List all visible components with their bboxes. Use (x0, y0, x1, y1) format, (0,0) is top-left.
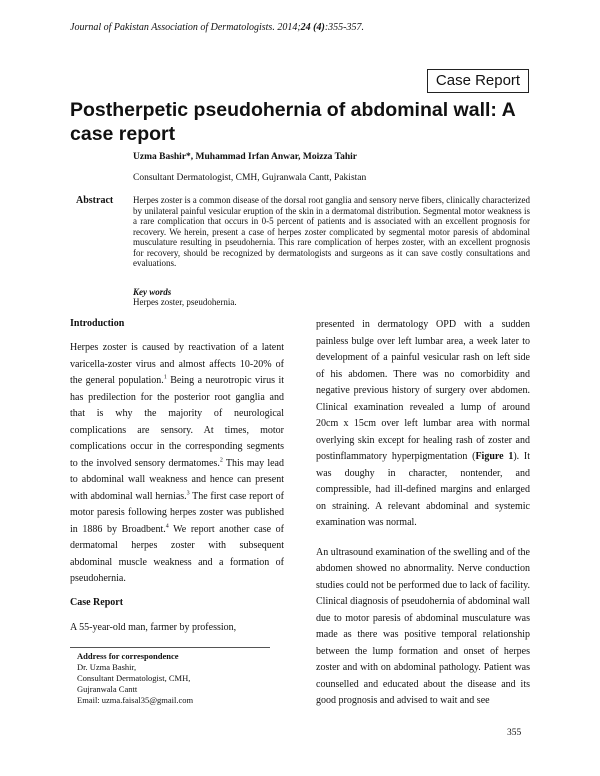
journal-year: 2014; (277, 22, 301, 33)
address-line: Dr. Uzma Bashir, (77, 662, 137, 672)
footnote-divider (70, 647, 270, 648)
intro-text-4: The first case report of motor paresis following herpes zoster was published in 1886 by Broadbent. (70, 490, 284, 535)
reference-4: 4 (165, 523, 169, 530)
case-text-1a: presented in dermatology OPD with a sudden painless bulge over left lumbar area, a week later to development of a painful vesicular rash on left side of his abdomen. There was no comorbidity and negative previous history of surgery over abdomen. Clinical examination revealed a lump of around 20cm x 15cm over left lumbar area with normal overlying skin except for healing rash of zoster and postinflammatory hyperpigmentation ( (316, 319, 530, 462)
intro-text-1: Herpes zoster is caused by reactivation of a latent varicella-zoster virus and almost affects 10-20% of the general population. (70, 342, 284, 386)
introduction-body (70, 340, 284, 588)
authors: Uzma Bashir*, Muhammad Irfan Anwar, Moizza Tahir (133, 152, 357, 162)
abstract-label: Abstract (76, 195, 114, 206)
address-line: Consultant Dermatologist, CMH, (77, 673, 191, 683)
figure-reference: Figure 1 (475, 451, 514, 462)
address-email: Email: uzma.faisal35@gmail.com (77, 695, 194, 705)
intro-text-2: Being a neurotropic virus it has predilection for the posterior root ganglia and that is why the majority of neurological complications are sensory. At times, motor complications occur in the corresponding segments to the involved sensory dermatomes. (70, 375, 284, 469)
address-heading: Address for correspondence (77, 651, 179, 661)
case-text-1b: ). It was doughy in character, nontender, and compressible, had ill-defined margins and enlarged on straining. A relevant abdominal and systemic examination was normal. (316, 451, 530, 528)
reference-1: 1 (163, 374, 167, 381)
reference-3: 3 (186, 490, 190, 497)
right-column (316, 317, 530, 710)
journal-name: Journal of Pakistan Association of Dermatologists (70, 22, 273, 33)
case-report-lead: A 55-year-old man, farmer by profession, (70, 622, 237, 633)
page-number: 355 (507, 728, 522, 738)
abstract-text: Herpes zoster is a common disease of the dorsal root ganglia and sensory nerve fibers, clinically characterized by unilateral painful vesicular eruption of the skin in a dermatomal distribution. Segmental motor weakness is a rare complication that occurs in 0-5 percent of patients and is associated with an excellent prognosis for recovery. We herein, present a case of herpes zoster complicated by segmental motor paresis of abdominal musculature resulting in pseudohernia. This rare complication of herpes zoster, with an excellent prognosis for recovery, should be recognized by dermatologists and surgeons as it can save costly consultations and evaluations. (133, 195, 530, 268)
address-line: Gujranwala Cantt (77, 684, 138, 694)
journal-volume: 24 (300, 22, 311, 33)
article-title: Postherpetic pseudohernia of abdominal wall: A case report (70, 99, 515, 145)
journal-issue: (4) (313, 22, 325, 33)
keywords: Herpes zoster, pseudohernia. (133, 297, 237, 307)
journal-citation: Journal of Pakistan Association of Dermatologists. 2014;24 (4):355-357. (70, 22, 365, 33)
article-type-badge: Case Report (427, 69, 529, 93)
case-paragraph-1 (316, 317, 530, 532)
affiliation: Consultant Dermatologist, CMH, Gujranwala Cantt, Pakistan (133, 173, 367, 183)
keywords-label: Key words (133, 287, 172, 297)
reference-2: 2 (219, 457, 223, 464)
journal-pages: :355-357. (324, 22, 365, 33)
correspondence-address (77, 651, 193, 706)
case-report-heading: Case Report (70, 597, 124, 608)
intro-text-3: This may lead to abdominal wall weakness and hence can present with abdominal wall hernias. (70, 457, 284, 502)
case-paragraph-2: An ultrasound examination of the swelling and of the abdomen showed no abnormality. Nerve conduction studies could not be performed due to lack of facility. Clinical diagnosis of pseudohernia of abdominal wall due to motor paresis of abdominal musculature was made as there was positive temporal relationship between the lump formation and onset of herpes zoster and with on abdominal pathology. Patient was counselled and educated about the disease and its good prognosis and advised to wait and see (316, 546, 530, 706)
intro-text-5: We report another case of dermatomal herpes zoster with subsequent abdominal muscle weakness and a formation of pseudohernia. (70, 523, 285, 584)
introduction-heading: Introduction (70, 318, 125, 329)
